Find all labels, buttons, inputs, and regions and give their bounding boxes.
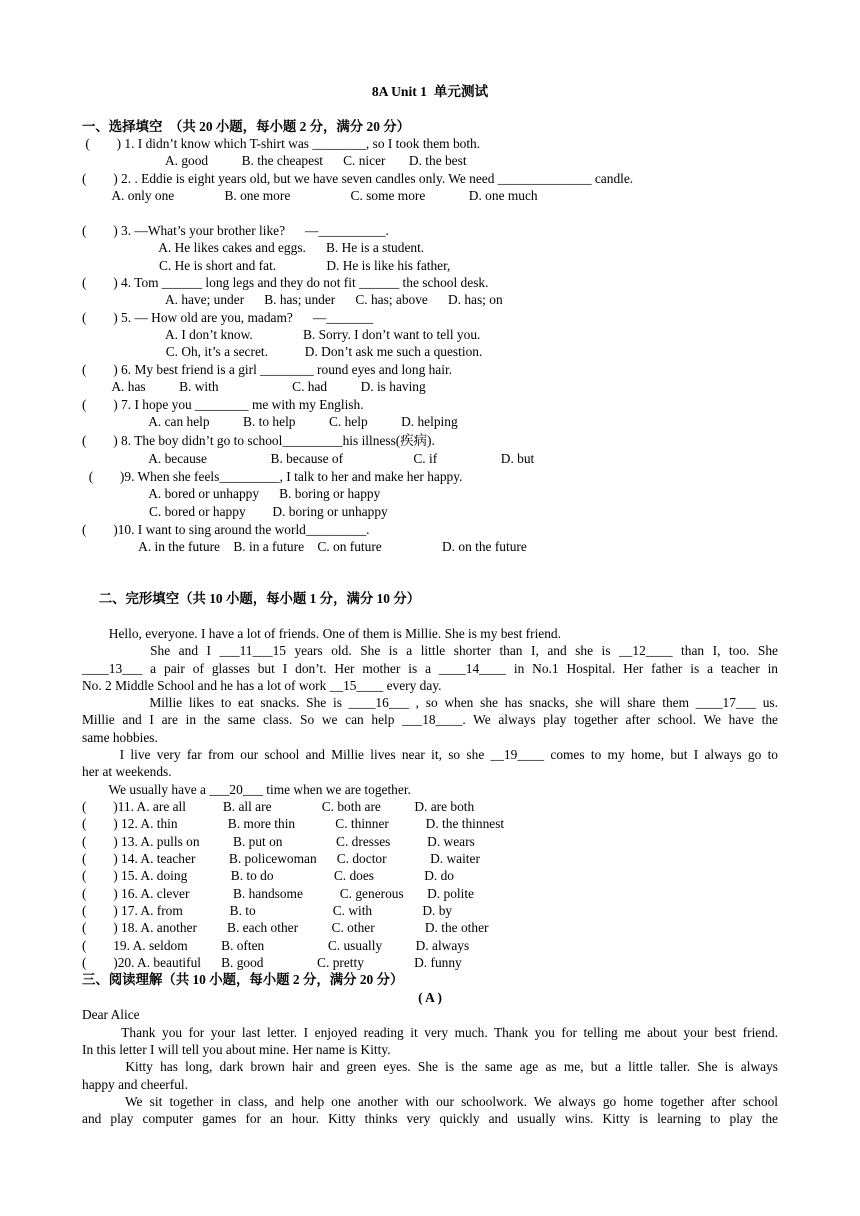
cloze-option-line: ( )20. A. beautiful B. good C. pretty D. funny	[82, 955, 462, 970]
section1-line: ( ) 3. —What’s your brother like? —__________.	[82, 223, 389, 238]
section1-line: C. He is short and fat. D. He is like his father,	[82, 258, 451, 273]
letter-line: and play computer games for an hour. Kitty thinks very quickly and usually wins. Kitty is learning to play the	[82, 1111, 778, 1126]
reading-part-label: ( A )	[418, 990, 442, 1005]
section1-line: A. I don’t know. B. Sorry. I don’t want to tell you.	[82, 327, 481, 342]
section1-line: A. can help B. to help C. help D. helping	[82, 414, 458, 429]
section2-heading: 二、完形填空（共 10 小题，每小题 1 分，满分 10 分）	[82, 591, 421, 606]
section1-line: ( ) 8. The boy didn’t go to school_________his illness(疾病).	[82, 433, 435, 448]
section1-line: ( )9. When she feels_________, I talk to her and make her happy.	[82, 469, 463, 484]
cloze-option-line: ( ) 15. A. doing B. to do C. does D. do	[82, 868, 454, 883]
passage-line: No. 2 Middle School and he has a lot of work __15____ every day.	[82, 678, 442, 693]
section1-line: ( )10. I want to sing around the world_________.	[82, 522, 370, 537]
section1-line: ( ) 6. My best friend is a girl ________ round eyes and long hair.	[82, 362, 453, 377]
cloze-option-line: ( ) 14. A. teacher B. policewoman C. doctor D. waiter	[82, 851, 480, 866]
letter-line: In this letter I will tell you about mine. Her name is Kitty.	[82, 1042, 391, 1057]
cloze-option-line: ( ) 18. A. another B. each other C. other D. the other	[82, 920, 489, 935]
passage-line: Hello, everyone. I have a lot of friends. One of them is Millie. She is my best friend.	[82, 626, 561, 641]
passage-line: She and I ___11___15 years old. She is a little shorter than I, and she is __12____ than I, too. She	[82, 643, 778, 658]
passage-line: We usually have a ___20___ time when we are together.	[82, 782, 411, 797]
section3-heading: 三、阅读理解（共 10 小题，每小题 2 分，满分 20 分）	[82, 972, 404, 987]
letter-line: Thank you for your last letter. I enjoyed reading it very much. Thank you for telling me about your best friend.	[82, 1025, 778, 1040]
page-title: 8A Unit 1 单元测试	[371, 84, 489, 99]
cloze-option-line: ( 19. A. seldom B. often C. usually D. always	[82, 938, 470, 953]
section1-heading: 一、选择填空 （共 20 小题，每小题 2 分，满分 20 分）	[82, 119, 411, 134]
section1-line: C. bored or happy D. boring or unhappy	[82, 504, 388, 519]
passage-line: Millie likes to eat snacks. She is ____16___ , so when she has snacks, she will share them ____17___ us.	[82, 695, 778, 710]
section1-line: A. He likes cakes and eggs. B. He is a student.	[82, 240, 425, 255]
section1-line: A. only one B. one more C. some more D. one much	[82, 188, 538, 203]
cloze-option-line: ( ) 17. A. from B. to C. with D. by	[82, 903, 453, 918]
section1-line: A. have; under B. has; under C. has; above D. has; on	[82, 292, 503, 307]
section1-line: ( ) 4. Tom ______ long legs and they do not fit ______ the school desk.	[82, 275, 489, 290]
passage-line: her at weekends.	[82, 764, 172, 779]
letter-line: We sit together in class, and help one another with our schoolwork. We always go home together after school	[82, 1094, 778, 1109]
passage-line: Millie and I are in the same class. So we can help ___18____. We always play together after school. We have the	[82, 712, 778, 727]
cloze-option-line: ( ) 13. A. pulls on B. put on C. dresses D. wears	[82, 834, 475, 849]
section1-line: A. because B. because of C. if D. but	[82, 451, 535, 466]
cloze-option-line: ( ) 16. A. clever B. handsome C. generous D. polite	[82, 886, 474, 901]
letter-line: Dear Alice	[82, 1007, 140, 1022]
section1-line: ( ) 1. I didn’t know which T-shirt was ________, so I took them both.	[82, 136, 481, 151]
section1-line: C. Oh, it’s a secret. D. Don’t ask me such a question.	[82, 344, 483, 359]
letter-line: happy and cheerful.	[82, 1077, 188, 1092]
cloze-option-line: ( )11. A. are all B. all are C. both are D. are both	[82, 799, 475, 814]
section1-line: A. bored or unhappy B. boring or happy	[82, 486, 381, 501]
passage-line: I live very far from our school and Millie lives near it, so she __19____ comes to my home, but I always go to	[82, 747, 778, 762]
cloze-option-line: ( ) 12. A. thin B. more thin C. thinner D. the thinnest	[82, 816, 505, 831]
letter-line: Kitty has long, dark brown hair and green eyes. She is the same age as me, but a little taller. She is always	[82, 1059, 778, 1074]
section1-line: A. good B. the cheapest C. nicer D. the best	[82, 153, 467, 168]
section1-line: A. has B. with C. had D. is having	[82, 379, 426, 394]
passage-line: ____13___ a pair of glasses but I don’t. Her mother is a ____14____ in No.1 Hospital. Her father is a teacher in	[82, 661, 778, 676]
section1-line: ( ) 2. . Eddie is eight years old, but we have seven candles only. We need ______________ candle.	[82, 171, 634, 186]
section1-line: A. in the future B. in a future C. on future D. on the future	[82, 539, 527, 554]
section1-line: ( ) 5. — How old are you, madam? —_______	[82, 310, 374, 325]
section1-line: ( ) 7. I hope you ________ me with my English.	[82, 397, 364, 412]
passage-line: same hobbies.	[82, 730, 158, 745]
